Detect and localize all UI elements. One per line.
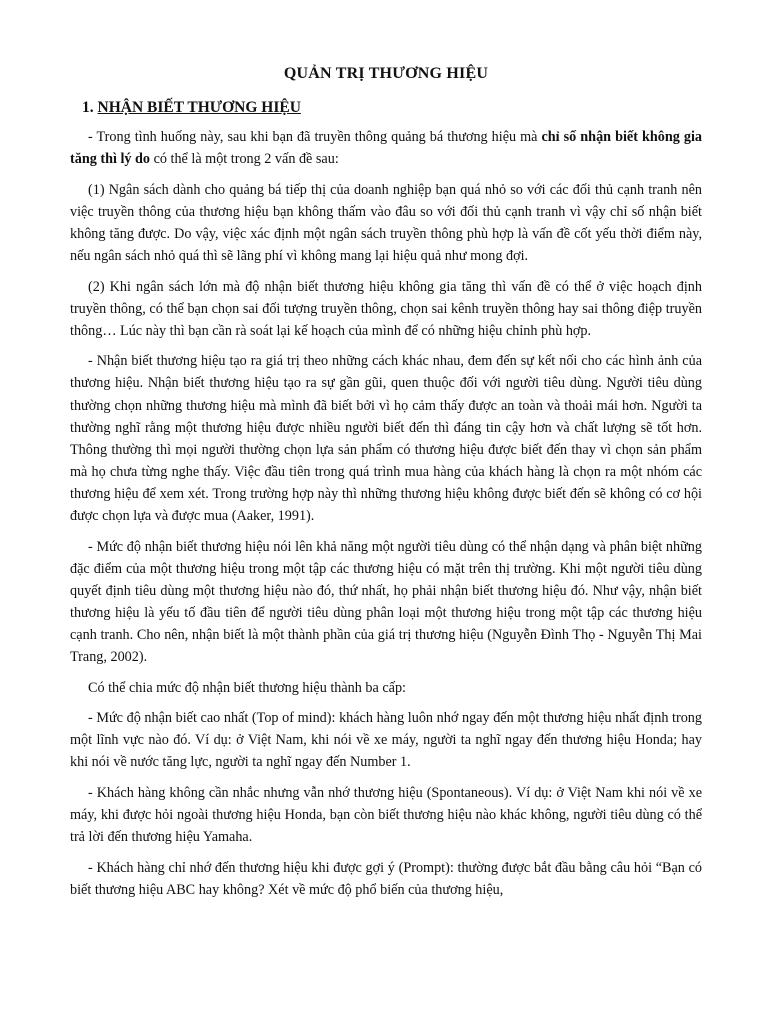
section-title: NHẬN BIẾT THƯƠNG HIỆU	[97, 99, 301, 116]
paragraph-awareness-value: - Nhận biết thương hiệu tạo ra giá trị theo những cách khác nhau, đem đến sự kết nối cho các hình ảnh của thương hiệu. Nhận biết thương hiệu tạo ra sự gần gũi, quen thuộc đối với người tiêu dùng. Người tiêu dùng thường chọn những thương hiệu mà mình đã biết bởi vì họ cảm thấy được an toàn và thoải mái hơn. Người ta thường nghĩ rằng một thương hiệu được nhiều người biết đến thì đáng tin cậy hơn và chất lượng sẽ tốt hơn. Thông thường thì mọi người thường chọn lựa sản phẩm có thương hiệu được biết đến thay vì chọn sản phẩm mà họ chưa từng nghe thấy. Việc đầu tiên trong quá trình mua hàng của khách hàng là chọn ra một nhóm các thương hiệu để xem xét. Trong trường hợp này thì những thương hiệu không được biết đến sẽ không có cơ hội được chọn lựa và được mua (Aaker, 1991).	[70, 353, 702, 524]
intro-text-start: - Trong tình huống này, sau khi bạn đã truyền thông quảng bá thương hiệu mà	[88, 129, 542, 145]
document-page	[70, 64, 702, 910]
section-number: 1.	[82, 99, 94, 116]
paragraph-awareness-level: - Mức độ nhận biết thương hiệu nói lên khả năng một người tiêu dùng có thể nhận dạng và phân biệt những đặc điểm của một thương hiệu trong một tập các thương hiệu có mặt trên thị trường. Khi một người tiêu dùng quyết định tiêu dùng một thương hiệu nào đó, thứ nhất, họ phải nhận biết thương hiệu đó. Như vậy, nhận biết thương hiệu là yếu tố đầu tiên để người tiêu dùng phân loại một thương hiệu trong một tập các thương hiệu cạnh tranh. Cho nên, nhận biết là một thành phần của giá trị thương hiệu (Nguyễn Đình Thọ - Nguyễn Thị Mai Trang, 2002).	[70, 538, 702, 666]
intro-paragraph	[70, 126, 702, 170]
document-title: QUẢN TRỊ THƯƠNG HIỆU	[283, 65, 489, 82]
section-heading	[82, 98, 702, 118]
intro-text-end: có thể là một trong 2 vấn đề sau:	[150, 151, 339, 168]
paragraph-spontaneous: - Khách hàng không cần nhắc nhưng vẫn nhớ thương hiệu (Spontaneous). Ví dụ: ở Việt Nam khi nói về xe máy, khi được hỏi ngoài thương hiệu Honda, bạn còn biết thương hiệu nào khác không, người tiêu dùng có thể trả lời đến thương hiệu Yamaha.	[70, 785, 702, 846]
paragraph-reason-1: (1) Ngân sách dành cho quảng bá tiếp thị của doanh nghiệp bạn quá nhỏ so với các đối thủ cạnh tranh nên việc truyền thông của thương hiệu bạn không thấm vào đâu so với đối thủ cạnh tranh vì vậy chỉ số nhận biết không tăng được. Do vậy, việc xác định một ngân sách truyền thông phù hợp là vấn đề cốt yếu thời điểm này, nếu ngân sách nhỏ quá thì sẽ lãng phí vì không mang lại hiệu quả như mong đợi.	[70, 181, 702, 264]
paragraph-reason-2: (2) Khi ngân sách lớn mà độ nhận biết thương hiệu không gia tăng thì vấn đề có thể ở việc hoạch định truyền thông, có thể bạn chọn sai đối tượng truyền thông, chọn sai kênh truyền thông hay sai thông điệp truyền thông… Lúc này thì bạn cần rà soát lại kế hoạch của mình để có những hiệu chỉnh phù hợp.	[70, 278, 702, 339]
paragraph-three-levels: Có thể chia mức độ nhận biết thương hiệu thành ba cấp:	[88, 679, 406, 696]
paragraph-top-of-mind: - Mức độ nhận biết cao nhất (Top of mind): khách hàng luôn nhớ ngay đến một thương hiệu nhất định trong một lĩnh vực nào đó. Ví dụ: ở Việt Nam, khi nói về xe máy, người ta nghĩ ngay đến thương hiệu Honda; hay khi nói về nước tăng lực, người ta nghĩ ngay đến Number 1.	[70, 710, 702, 771]
paragraph-prompt: - Khách hàng chỉ nhớ đến thương hiệu khi được gợi ý (Prompt): thường được bắt đầu bằng câu hỏi “Bạn có biết thương hiệu ABC hay không? Xét về mức độ phổ biến của thương hiệu,	[70, 859, 702, 898]
intro-bold-text: chỉ số nhận biết không gia tăng thì lý do	[70, 129, 702, 168]
